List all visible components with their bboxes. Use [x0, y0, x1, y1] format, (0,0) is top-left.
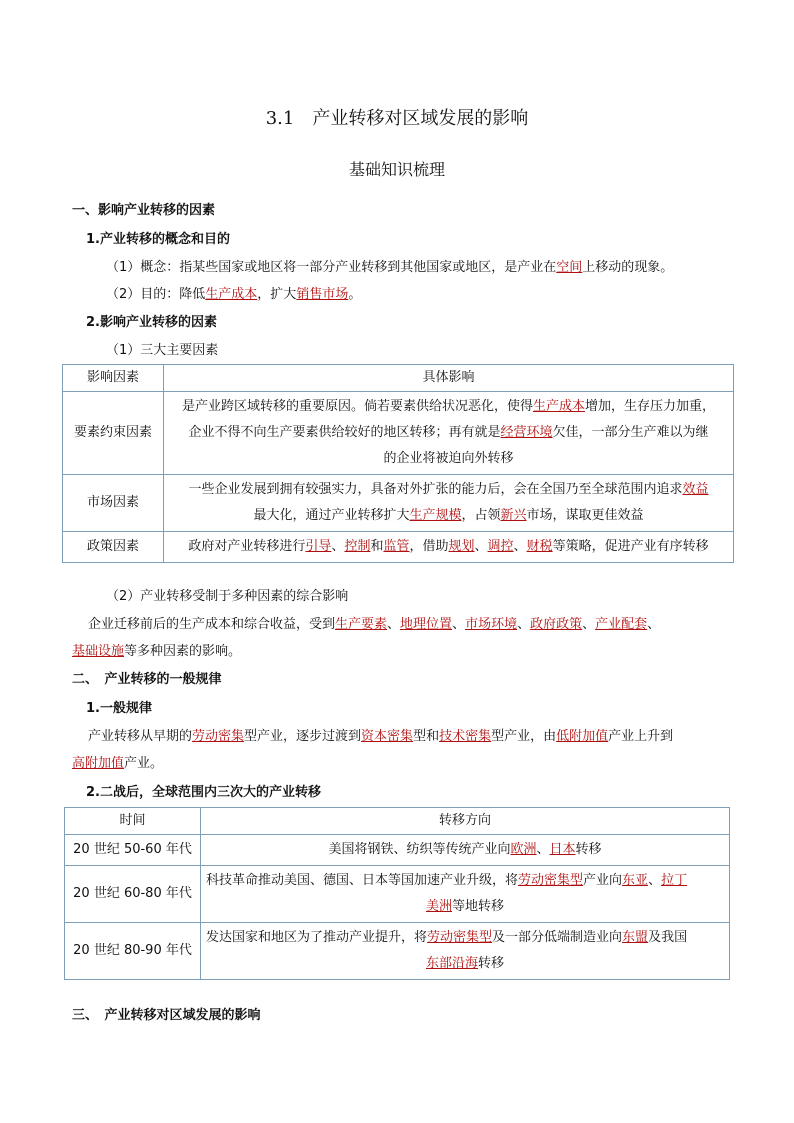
period-cell: 20 世纪 80-90 年代 — [65, 923, 201, 980]
heading-concept-purpose: 1.产业转移的概念和目的 — [86, 232, 230, 247]
table-header: 转移方向 — [201, 808, 730, 835]
factors-table — [62, 364, 734, 563]
table-row — [63, 392, 734, 475]
combined-text-line2: 基础设施等多种因素的影响。 — [72, 644, 242, 659]
table-row — [63, 475, 734, 532]
table-row — [65, 808, 730, 835]
factor-detail: 一些企业发展到拥有较强实力，具备对外扩张的能力后，会在全国乃至全球范围内追求效益 最大化，通过产业转移扩大生产规模，占领新兴市场，谋取更佳效益 — [164, 475, 734, 532]
purpose-line: （2）目的：降低生产成本，扩大销售市场。 — [106, 287, 362, 302]
table-row — [63, 532, 734, 563]
table-header: 时间 — [65, 808, 201, 835]
factor-name: 政策因素 — [63, 532, 164, 563]
factor-detail: 政府对产业转移进行引导、控制和监管，借助规划、调控、财税等策略，促进产业有序转移 — [164, 532, 734, 563]
heading-factors: 2.影响产业转移的因素 — [86, 315, 217, 330]
concept-line: （1）概念：指某些国家或地区将一部分产业转移到其他国家或地区，是产业在空间上移动的现象。 — [106, 260, 674, 275]
heading-general-law: 1.一般规律 — [86, 701, 152, 716]
section-subtitle: 基础知识梳理 — [348, 160, 445, 179]
heading-three-transfers: 2.二战后，全球范围内三次大的产业转移 — [86, 785, 321, 800]
table-row — [65, 923, 730, 980]
transfers-table — [64, 807, 730, 980]
heading-section-2: 二、 产业转移的一般规律 — [72, 672, 222, 687]
period-cell: 20 世纪 50-60 年代 — [65, 835, 201, 866]
page-title: 3.1 产业转移对区域发展的影响 — [265, 108, 529, 129]
combined-factors-label: （2）产业转移受制于多种因素的综合影响 — [106, 589, 349, 604]
table-header: 影响因素 — [63, 365, 164, 392]
factor-detail: 是产业跨区域转移的重要原因。倘若要素供给状况恶化，使得生产成本增加，生存压力加重， 企业不得不向生产要素供给较好的地区转移；再有就是经营环境欠佳，一部分生产难以为继 的企业将被迫向外转移 — [164, 392, 734, 475]
law-line2: 高附加值产业。 — [72, 756, 164, 771]
direction-cell: 美国将钢铁、纺织等传统产业向欧洲、日本转移 — [201, 835, 730, 866]
factor-name: 要素约束因素 — [63, 392, 164, 475]
heading-section-1: 一、影响产业转移的因素 — [72, 203, 216, 218]
direction-cell: 科技革命推动美国、德国、日本等国加速产业升级，将劳动密集型产业向东亚、拉丁 美洲等地转移 — [201, 866, 730, 923]
law-line1: 产业转移从早期的劳动密集型产业，逐步过渡到资本密集型和技术密集型产业，由低附加值产业上升到 — [88, 729, 674, 744]
combined-text-line1: 企业迁移前后的生产成本和综合收益，受到生产要素、地理位置、市场环境、政府政策、产业配套、 — [88, 617, 661, 632]
period-cell: 20 世纪 60-80 年代 — [65, 866, 201, 923]
table-row — [65, 835, 730, 866]
table-row — [63, 365, 734, 392]
direction-cell: 发达国家和地区为了推动产业提升，将劳动密集型及一部分低端制造业向东盟及我国 东部沿海转移 — [201, 923, 730, 980]
factor-name: 市场因素 — [63, 475, 164, 532]
table-row — [65, 866, 730, 923]
heading-section-3: 三、 产业转移对区域发展的影响 — [72, 1008, 261, 1023]
main-factors-label: （1）三大主要因素 — [106, 343, 219, 358]
table-header: 具体影响 — [164, 365, 734, 392]
